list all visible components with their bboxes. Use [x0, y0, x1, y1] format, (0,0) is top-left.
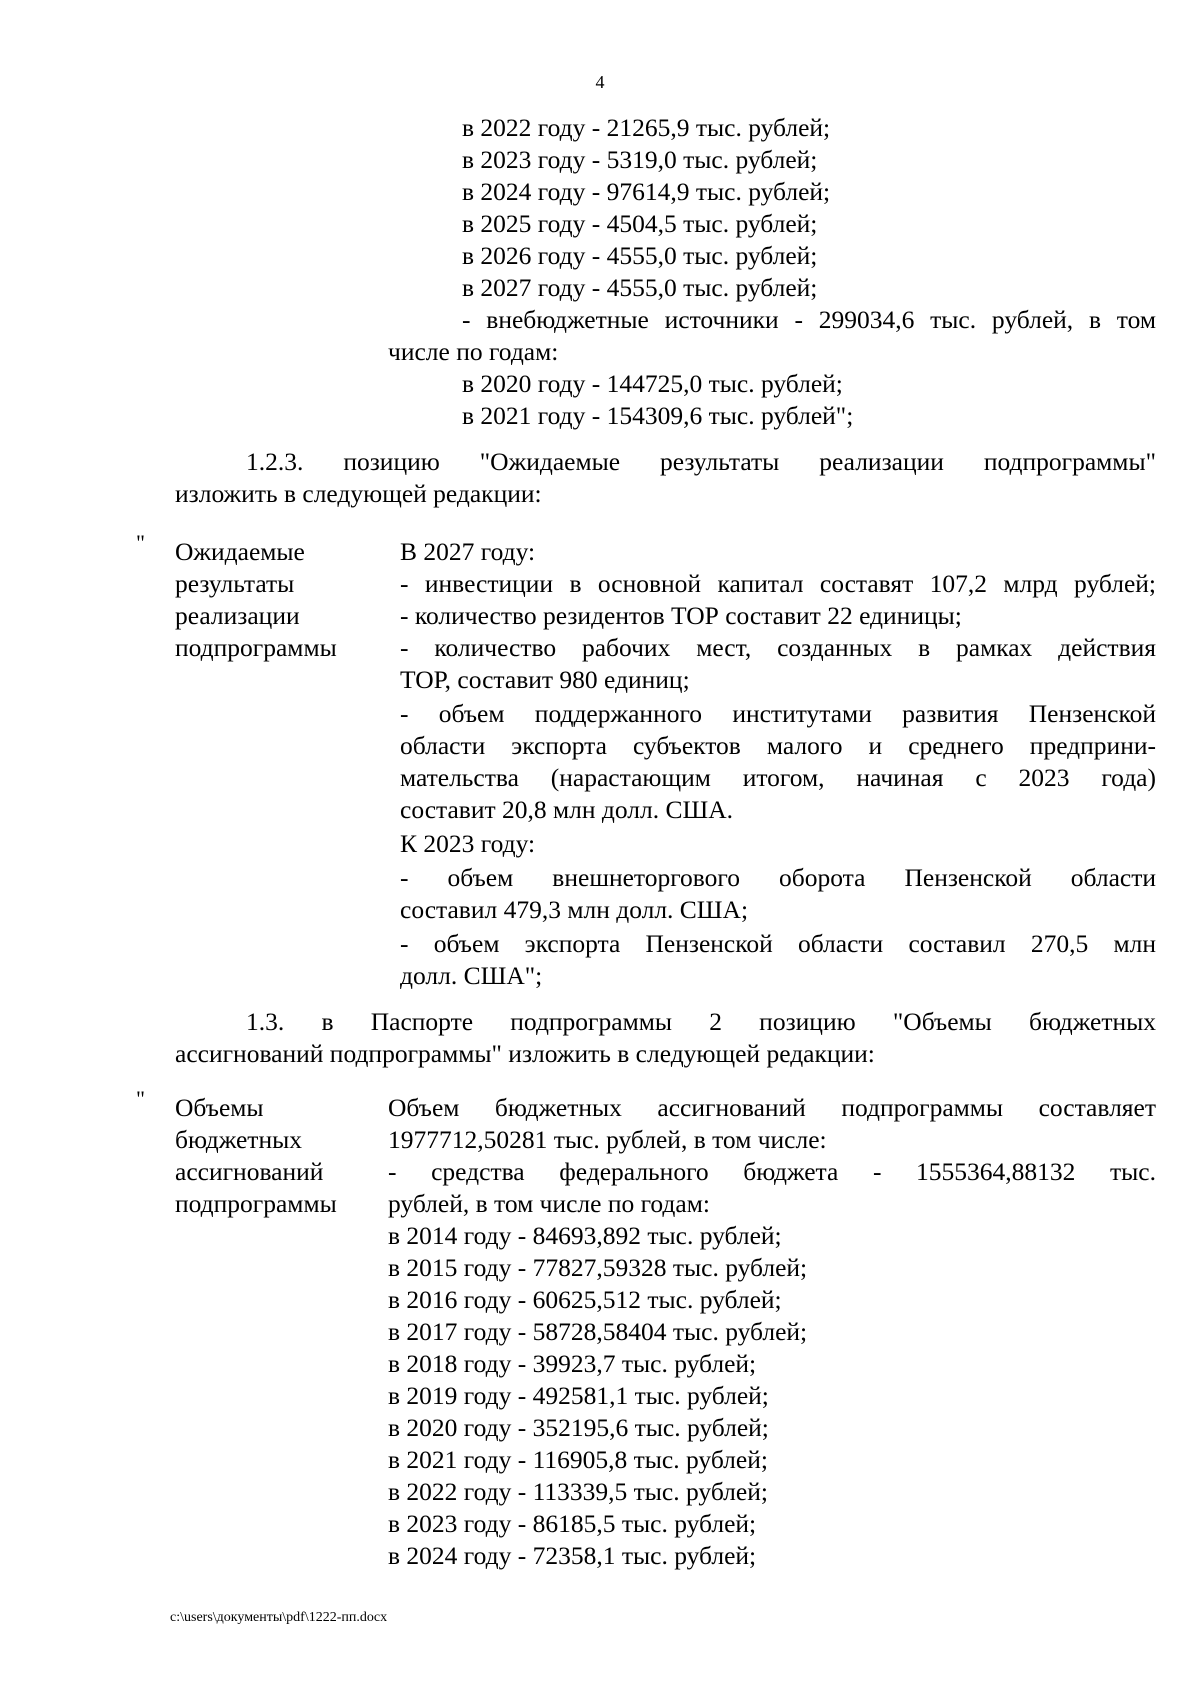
- funding-line-2024: в 2024 году - 97614,9 тыс. рублей;: [462, 177, 831, 206]
- extrabudget-line: - внебюджетные источники - 299034,6 тыс. рублей, в том: [462, 305, 1156, 334]
- item-13-line: 1.3. в Паспорте подпрограммы 2 позицию "Объемы бюджетных: [246, 1007, 1156, 1036]
- budget-line-3: - средства федерального бюджета - 1555364,88132 тыс.: [388, 1157, 1156, 1186]
- results-line-13: - объем экспорта Пензенской области составил 270,5 млн: [400, 929, 1156, 958]
- results-line-14: долл. США";: [400, 961, 543, 990]
- budget-line-2: 1977712,50281 тыс. рублей, в том числе:: [388, 1125, 827, 1154]
- budget-year-2024: в 2024 году - 72358,1 тыс. рублей;: [388, 1541, 757, 1570]
- funding-line-2027: в 2027 году - 4555,0 тыс. рублей;: [462, 273, 818, 302]
- budget-year-2014: в 2014 году - 84693,892 тыс. рублей;: [388, 1221, 782, 1250]
- item-123-line-cont: изложить в следующей редакции:: [175, 479, 542, 508]
- funding-line-2022: в 2022 году - 21265,9 тыс. рублей;: [462, 113, 831, 142]
- results-line-11: - объем внешнеторгового оборота Пензенской области: [400, 863, 1156, 892]
- results-line-7: области экспорта субъектов малого и среднего предприни-: [400, 731, 1156, 760]
- budget-line-1: Объем бюджетных ассигнований подпрограммы составляет: [388, 1093, 1156, 1122]
- funding-line-2025: в 2025 году - 4504,5 тыс. рублей;: [462, 209, 818, 238]
- budget-year-2022: в 2022 году - 113339,5 тыс. рублей;: [388, 1477, 768, 1506]
- extrabudget-year-2021: в 2021 году - 154309,6 тыс. рублей";: [462, 401, 854, 430]
- results-line-2: - инвестиции в основной капитал составят 107,2 млрд рублей;: [400, 569, 1156, 598]
- page-number: 4: [595, 72, 605, 92]
- budget-label-4: подпрограммы: [175, 1189, 337, 1218]
- budget-year-2021: в 2021 году - 116905,8 тыс. рублей;: [388, 1445, 768, 1474]
- open-quote-mark-2: ": [136, 1086, 145, 1111]
- item-13-line-cont: ассигнований подпрограммы" изложить в следующей редакции:: [175, 1039, 875, 1068]
- funding-line-2023: в 2023 году - 5319,0 тыс. рублей;: [462, 145, 818, 174]
- open-quote-mark: ": [136, 530, 145, 555]
- results-line-1: В 2027 году:: [400, 537, 536, 566]
- results-label-3: реализации: [175, 601, 300, 630]
- extrabudget-line-cont: числе по годам:: [388, 337, 559, 366]
- results-label-2: результаты: [175, 569, 295, 598]
- budget-year-2020: в 2020 году - 352195,6 тыс. рублей;: [388, 1413, 769, 1442]
- budget-label-1: Объемы: [175, 1093, 264, 1122]
- footer-file-path: c:\users\документы\pdf\1222-пп.docx: [170, 1610, 388, 1625]
- item-123-line: 1.2.3. позицию "Ожидаемые результаты реализации подпрограммы": [246, 447, 1156, 476]
- budget-year-2017: в 2017 году - 58728,58404 тыс. рублей;: [388, 1317, 808, 1346]
- results-line-5: ТОР, составит 980 единиц;: [400, 665, 690, 694]
- budget-year-2016: в 2016 году - 60625,512 тыс. рублей;: [388, 1285, 782, 1314]
- budget-year-2023: в 2023 году - 86185,5 тыс. рублей;: [388, 1509, 757, 1538]
- results-line-9: составит 20,8 млн долл. США.: [400, 795, 733, 824]
- results-label-4: подпрограммы: [175, 633, 337, 662]
- extrabudget-year-2020: в 2020 году - 144725,0 тыс. рублей;: [462, 369, 843, 398]
- results-line-8: мательства (нарастающим итогом, начиная с 2023 года): [400, 763, 1156, 792]
- results-line-6: - объем поддержанного институтами развития Пензенской: [400, 699, 1156, 728]
- budget-year-2018: в 2018 году - 39923,7 тыс. рублей;: [388, 1349, 757, 1378]
- results-line-10: К 2023 году:: [400, 829, 536, 858]
- budget-year-2015: в 2015 году - 77827,59328 тыс. рублей;: [388, 1253, 808, 1282]
- budget-label-3: ассигнований: [175, 1157, 324, 1186]
- results-line-3: - количество резидентов ТОР составит 22 единицы;: [400, 601, 962, 630]
- results-line-12: составил 479,3 млн долл. США;: [400, 895, 749, 924]
- funding-line-2026: в 2026 году - 4555,0 тыс. рублей;: [462, 241, 818, 270]
- results-label-1: Ожидаемые: [175, 537, 305, 566]
- budget-year-2019: в 2019 году - 492581,1 тыс. рублей;: [388, 1381, 769, 1410]
- budget-line-4: рублей, в том числе по годам:: [388, 1189, 710, 1218]
- results-line-4: - количество рабочих мест, созданных в рамках действия: [400, 633, 1156, 662]
- budget-label-2: бюджетных: [175, 1125, 302, 1154]
